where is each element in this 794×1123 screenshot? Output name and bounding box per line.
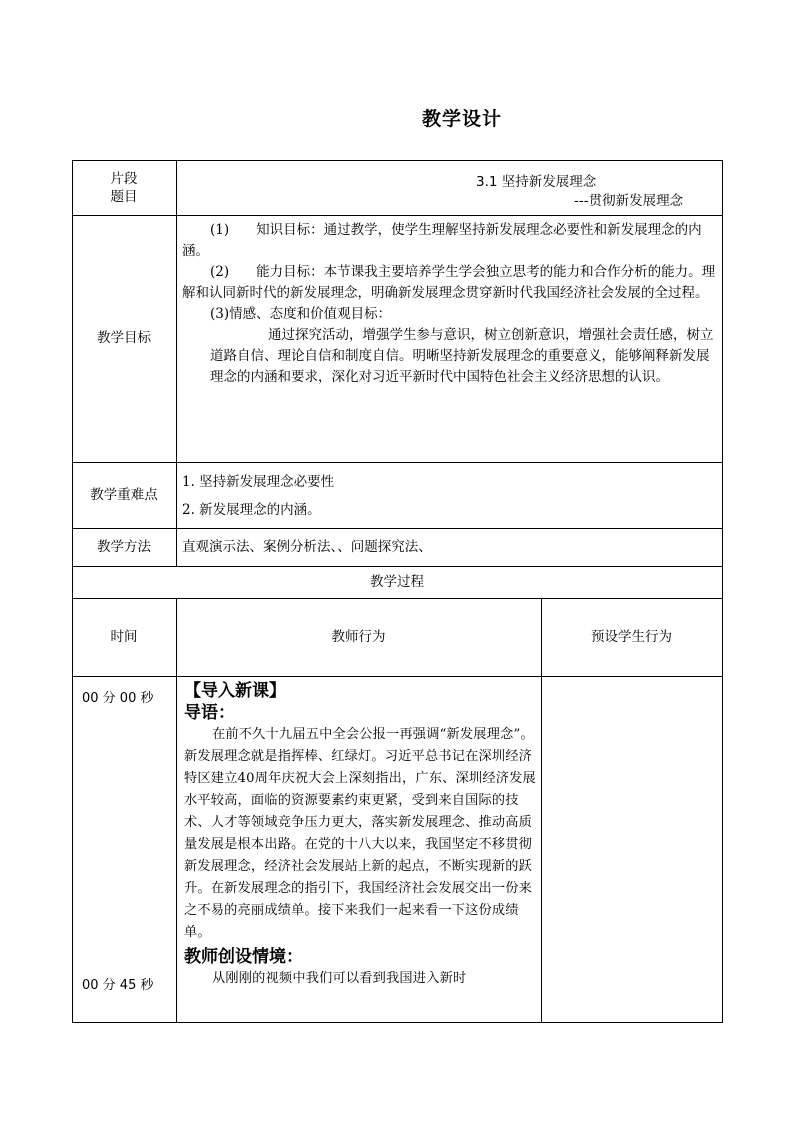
key-points-content: [182, 468, 717, 524]
methods-label: [72, 528, 176, 566]
goal-ability: (2) 能力目标：本节课我主要培养学生学会独立思考的能力和合作分析的能力。理解和认同新时代的新发展理念，明确新发展理念贯穿新时代我国经济社会发展的全过程。: [182, 264, 716, 301]
time-stamp-2: [82, 975, 172, 996]
process-header: [72, 566, 722, 598]
column-divider: [176, 160, 177, 566]
topic-label-line1: 片段: [110, 170, 138, 187]
situation-paragraph: 从刚刚的视频中我们可以看到我国进入新时: [212, 971, 467, 986]
topic-label: [72, 160, 176, 215]
key-point-1: 1. 坚持新发展理念必要性: [182, 474, 335, 490]
column-header-time-text: 时间: [110, 628, 138, 645]
student-activity-cell: [541, 676, 722, 1022]
methods-value: 直观演示法、案例分析法、、问题探究法、: [182, 538, 432, 555]
column-header-student-text: 预设学生行为: [591, 628, 672, 645]
key-points-label-text: 教学重难点: [90, 486, 158, 503]
key-points-label: [72, 462, 176, 528]
column-header-student: [541, 598, 722, 676]
process-header-text: 教学过程: [370, 573, 424, 590]
time-stamp-1: [82, 688, 172, 709]
document-title: [0, 104, 794, 131]
section-heading-situation: 教师创设情境：: [184, 947, 303, 967]
topic-subtitle: ---贯彻新发展理念: [574, 193, 684, 209]
goals-content: [182, 220, 717, 388]
table-border-bottom: [72, 1022, 722, 1023]
table-border-right: [722, 160, 723, 1023]
topic-cell: [176, 160, 722, 215]
key-point-2: 2. 新发展理念的内涵。: [182, 502, 321, 518]
methods-label-text: 教学方法: [97, 538, 151, 555]
section-heading-guide: 导语：: [184, 703, 235, 723]
teacher-activity: [184, 680, 536, 990]
time-stamp-2-text: 00 分 45 秒: [82, 978, 154, 993]
column-header-time: [72, 598, 176, 676]
time-stamp-1-text: 00 分 00 秒: [82, 691, 154, 706]
goal-knowledge: (1) 知识目标：通过教学，使学生理解坚持新发展理念必要性和新发展理念的内涵。: [182, 222, 702, 259]
section-heading-intro: 【导入新课】: [184, 681, 286, 701]
document-title-text: 教学设计: [421, 108, 502, 130]
goals-label: [72, 215, 176, 462]
column-header-teacher-text: 教师行为: [331, 628, 386, 645]
column-header-teacher: [176, 598, 541, 676]
lesson-plan-table: [72, 160, 722, 1022]
intro-paragraph: 在前不久十九届五中全会公报一再强调“新发展理念”。新发展理念就是指挥棒、红绿灯。习近平总书记在深圳经济特区建立40周年庆祝大会上深刻指出，广东、深圳经济发展水平较高，面临的资源要素约束更紧，受到来自国际的技术、人才等领域竞争压力更大，落实新发展理念、推动高质量发展是根本出路。在党的十八大以来，我国坚定不移贯彻新发展理念，经济社会发展站上新的起点，不断实现新的跃升。在新发展理念的指引下，我国经济社会发展交出一份来之不易的亮丽成绩单。接下来我们一起来看一下这份成绩单。: [184, 727, 536, 940]
goal-emotion-heading: (3)情感、态度和价值观目标：: [210, 306, 392, 322]
goal-emotion-body: 通过探究活动，增强学生参与意识，树立创新意识，增强社会责任感，树立道路自信、理论自信和制度自信。明晰坚持新发展理念的重要意义，能够阐释新发展理念的内涵和要求，深化对习近平新时代中国特色社会主义经济思想的认识。: [210, 327, 714, 385]
goals-label-text: 教学目标: [97, 330, 151, 346]
methods-content: [182, 528, 717, 566]
topic-label-line2: 题目: [110, 188, 138, 205]
topic-title: 3.1 坚持新发展理念: [476, 174, 597, 190]
